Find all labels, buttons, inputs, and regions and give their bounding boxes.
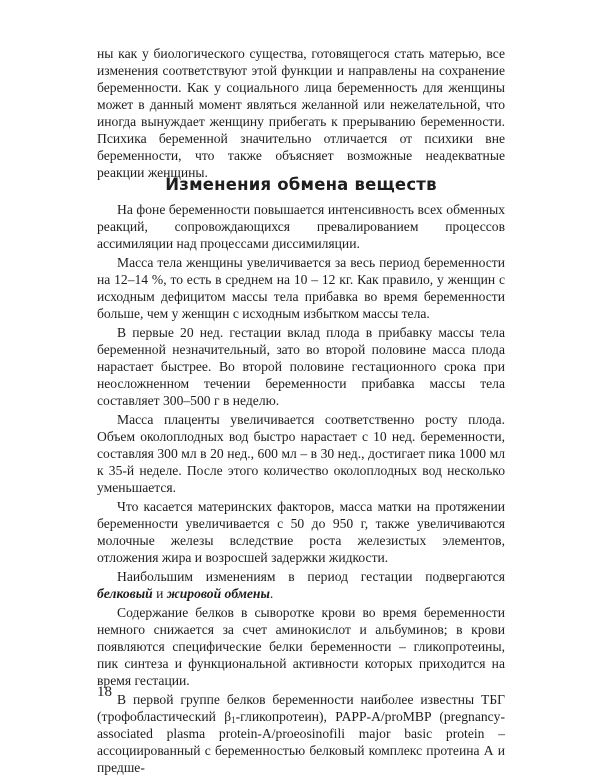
- conjunction-text: и: [152, 586, 167, 601]
- protein-metabolism-term: белковый: [97, 586, 153, 601]
- paragraph-pregnancy-proteins: [97, 691, 505, 776]
- paragraph-metabolism-intensity: На фоне беременности повышается интенсивность всех обменных реакций, сопровождающихся превалированием процессов ассимиляции над процессами диссимиляции.: [97, 202, 505, 251]
- beta-subscript: 1: [231, 715, 236, 725]
- fat-metabolism-term: жировой обмены: [166, 586, 270, 601]
- paragraph-major-changes: [97, 568, 505, 602]
- pregnancy-proteins-text-end: -гликопротеин), PAPP-A/proMBP (pregnancy-associated plasma protein-A/proeosinofili major basic protein – ассоциированный с беременностью белковый комплекс протеина А и предше-: [97, 709, 506, 775]
- continuation-paragraph: ны как у биологического существа, готовящегося стать матерью, все изменения соответствуют этой функции и направлены на сохранение беременности. Как у социального лица беременность для женщины может в данный момент являться желанной или нежелательной, что иногда вынуждает женщину прибегать к прерыванию беременности. Психика беременной значительно отличается от психики вне беременности, что также объясняет возможные неадекватные реакции женщины.: [97, 46, 505, 180]
- continuation-block: [97, 45, 505, 181]
- paragraph-body-weight: Масса тела женщины увеличивается за весь период беременности на 12–14 %, то есть в среднем на 10 – 12 кг. Как правило, у женщин с исходным дефицитом массы тела прибавка во время беременности больше, чем у женщин с исходным избытком массы тела.: [97, 255, 505, 321]
- paragraph-serum-proteins: Содержание белков в сыворотке крови во время беременности немного снижается за счет аминокислот и альбуминов; в крови появляются специфические белки беременности – гликопротеины, пик синтеза и функциональной активности которых приходится на время гестации.: [97, 605, 505, 688]
- page-number: 18: [97, 684, 112, 700]
- paragraph-placenta-amniotic-fluid: Масса плаценты увеличивается соответственно росту плода. Объем околоплодных вод быстро нарастает с 10 нед. беременности, составляя 300 мл в 20 нед., 600 мл – в 30 нед., достигает пика 1000 мл к 35-й неделе. После этого количество околоплодных вод несколько уменьшается.: [97, 412, 505, 495]
- section-heading: Изменения обмена веществ: [165, 175, 437, 194]
- paragraph-fetal-contribution: В первые 20 нед. гестации вклад плода в прибавку массы тела беременной незначительный, зато во второй половине масса плода нарастает быстрее. Во второй половине гестационного срока при неосложненном течении беременности прибавка массы тела составляет 300–500 г в неделю.: [97, 325, 505, 408]
- paragraph-maternal-factors: Что касается материнских факторов, масса матки на протяжении беременности увеличивается с 50 до 950 г, также увеличиваются молочные железы вследствие роста железистых элементов, отложения жира и возросшей задержки жидкости.: [97, 499, 505, 565]
- sentence-end: .: [269, 586, 274, 601]
- paragraph-major-changes-text: Наибольшим изменениям в период гестации подвергаются: [117, 569, 505, 584]
- section-body: [97, 201, 505, 776]
- pregnancy-proteins-text-start: В первой группе белков беременности наиболее известны ТБГ (трофобластический β: [97, 692, 505, 724]
